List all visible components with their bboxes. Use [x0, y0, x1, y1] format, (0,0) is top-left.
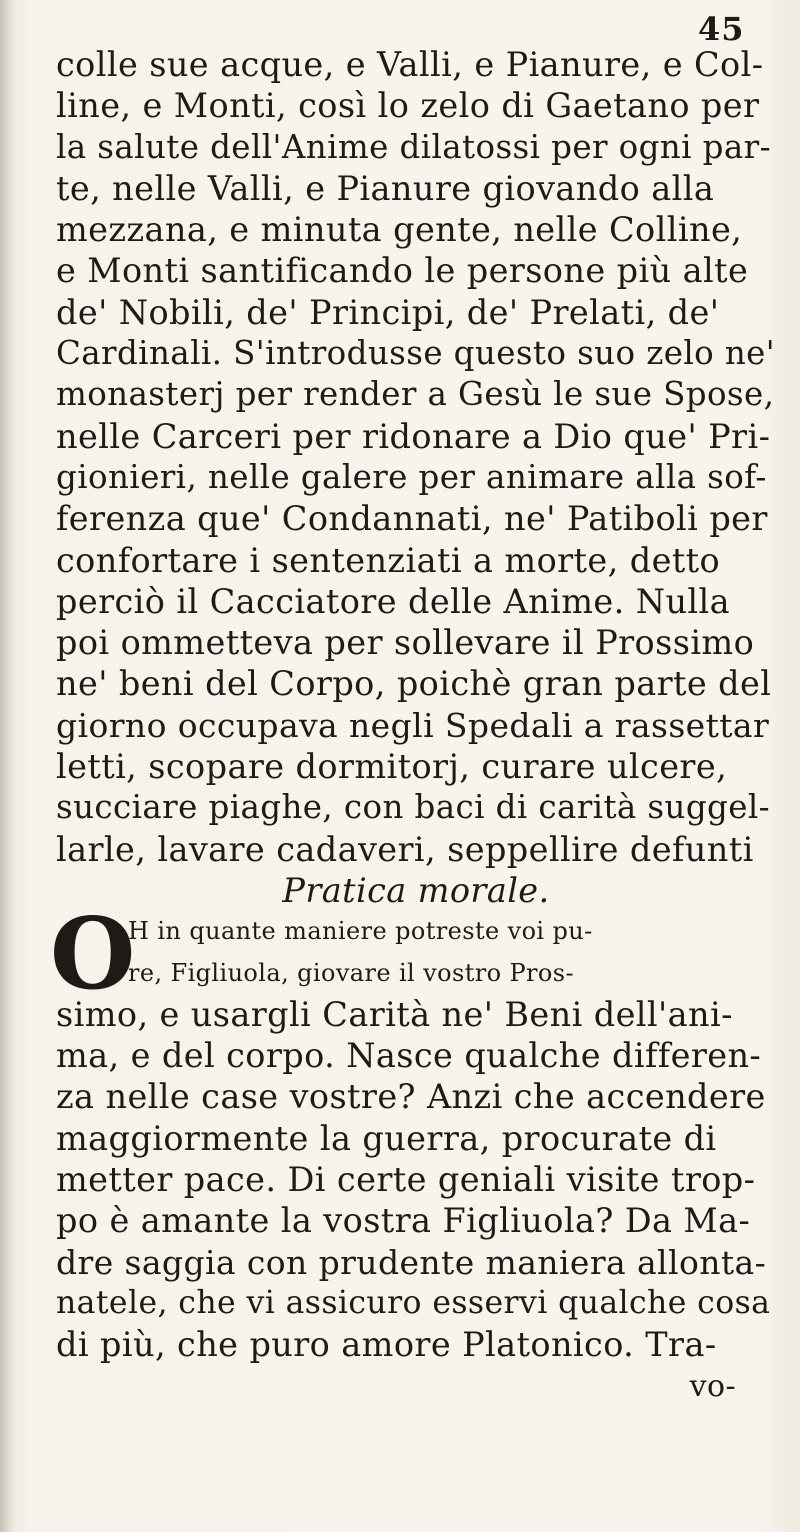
text-line: H in quante maniere potreste voi pu-	[128, 917, 593, 946]
text-line: di più, che puro amore Platonico. Tra-	[56, 1325, 717, 1365]
catchword: vo-	[689, 1368, 736, 1404]
text-line: re, Figliuola, giovare il vostro Pros-	[128, 958, 574, 987]
text-line: natele, che vi assicuro esservi qualche cosa	[56, 1284, 771, 1321]
text-line: ma, e del corpo. Nasce qualche differen-	[56, 1036, 762, 1076]
text-line: letti, scopare dormitorj, curare ulcere,	[56, 747, 728, 787]
text-line: gionieri, nelle galere per animare alla sof-	[56, 457, 767, 496]
text-line: simo, e usargli Carità ne' Beni dell'ani-	[56, 994, 733, 1034]
page-number: 45	[698, 10, 745, 48]
text-line: po è amante la vostra Figliuola? Da Ma-	[56, 1201, 751, 1241]
text-line: ferenza que' Condannati, ne' Patiboli per	[56, 499, 768, 539]
text-line: te, nelle Valli, e Pianure giovando alla	[56, 168, 715, 208]
dropcap-paragraph	[50, 897, 776, 1013]
text-line: mezzana, e minuta gente, nelle Colline,	[56, 210, 743, 250]
text-line: confortare i sentenziati a morte, detto	[56, 540, 721, 580]
text-line: za nelle case vostre? Anzi che accendere	[56, 1077, 766, 1117]
text-line: maggiormente la guerra, procurate di	[56, 1118, 717, 1158]
text-line: monasterj per render a Gesù le sue Spose,	[56, 375, 775, 414]
text-line: e Monti santificando le persone più alte	[56, 251, 749, 291]
text-line: succiare piaghe, con baci di carità suggel-	[56, 788, 771, 827]
text-line: colle sue acque, e Valli, e Pianure, e Col-	[56, 45, 764, 84]
text-line: ne' beni del Corpo, poichè gran parte del	[56, 664, 772, 704]
text-line: Cardinali. S'introdusse questo suo zelo ne'	[56, 334, 776, 373]
text-line: de' Nobili, de' Principi, de' Prelati, de'	[56, 292, 720, 332]
text-line: line, e Monti, così lo zelo di Gaetano per	[56, 86, 760, 126]
section-heading: Pratica morale.	[282, 870, 550, 910]
text-line: la salute dell'Anime dilatossi per ogni par-	[56, 127, 771, 166]
text-line: perciò il Cacciatore delle Anime. Nulla	[56, 581, 731, 621]
text-line: nelle Carceri per ridonare a Dio que' Pri-	[56, 416, 771, 456]
text-line: poi ommetteva per sollevare il Prossimo	[56, 623, 755, 663]
dropcap-letter: O	[50, 897, 136, 1013]
text-line: dre saggia con prudente maniera allonta-	[56, 1242, 767, 1282]
body-text	[50, 44, 776, 1407]
page-gutter	[0, 0, 14, 1532]
text-line: metter pace. Di certe geniali visite trop-	[56, 1160, 756, 1200]
text-line: giorno occupava negli Spedali a rassettar	[56, 705, 770, 745]
text-line: larle, lavare cadaveri, seppellire defunti	[56, 829, 754, 869]
